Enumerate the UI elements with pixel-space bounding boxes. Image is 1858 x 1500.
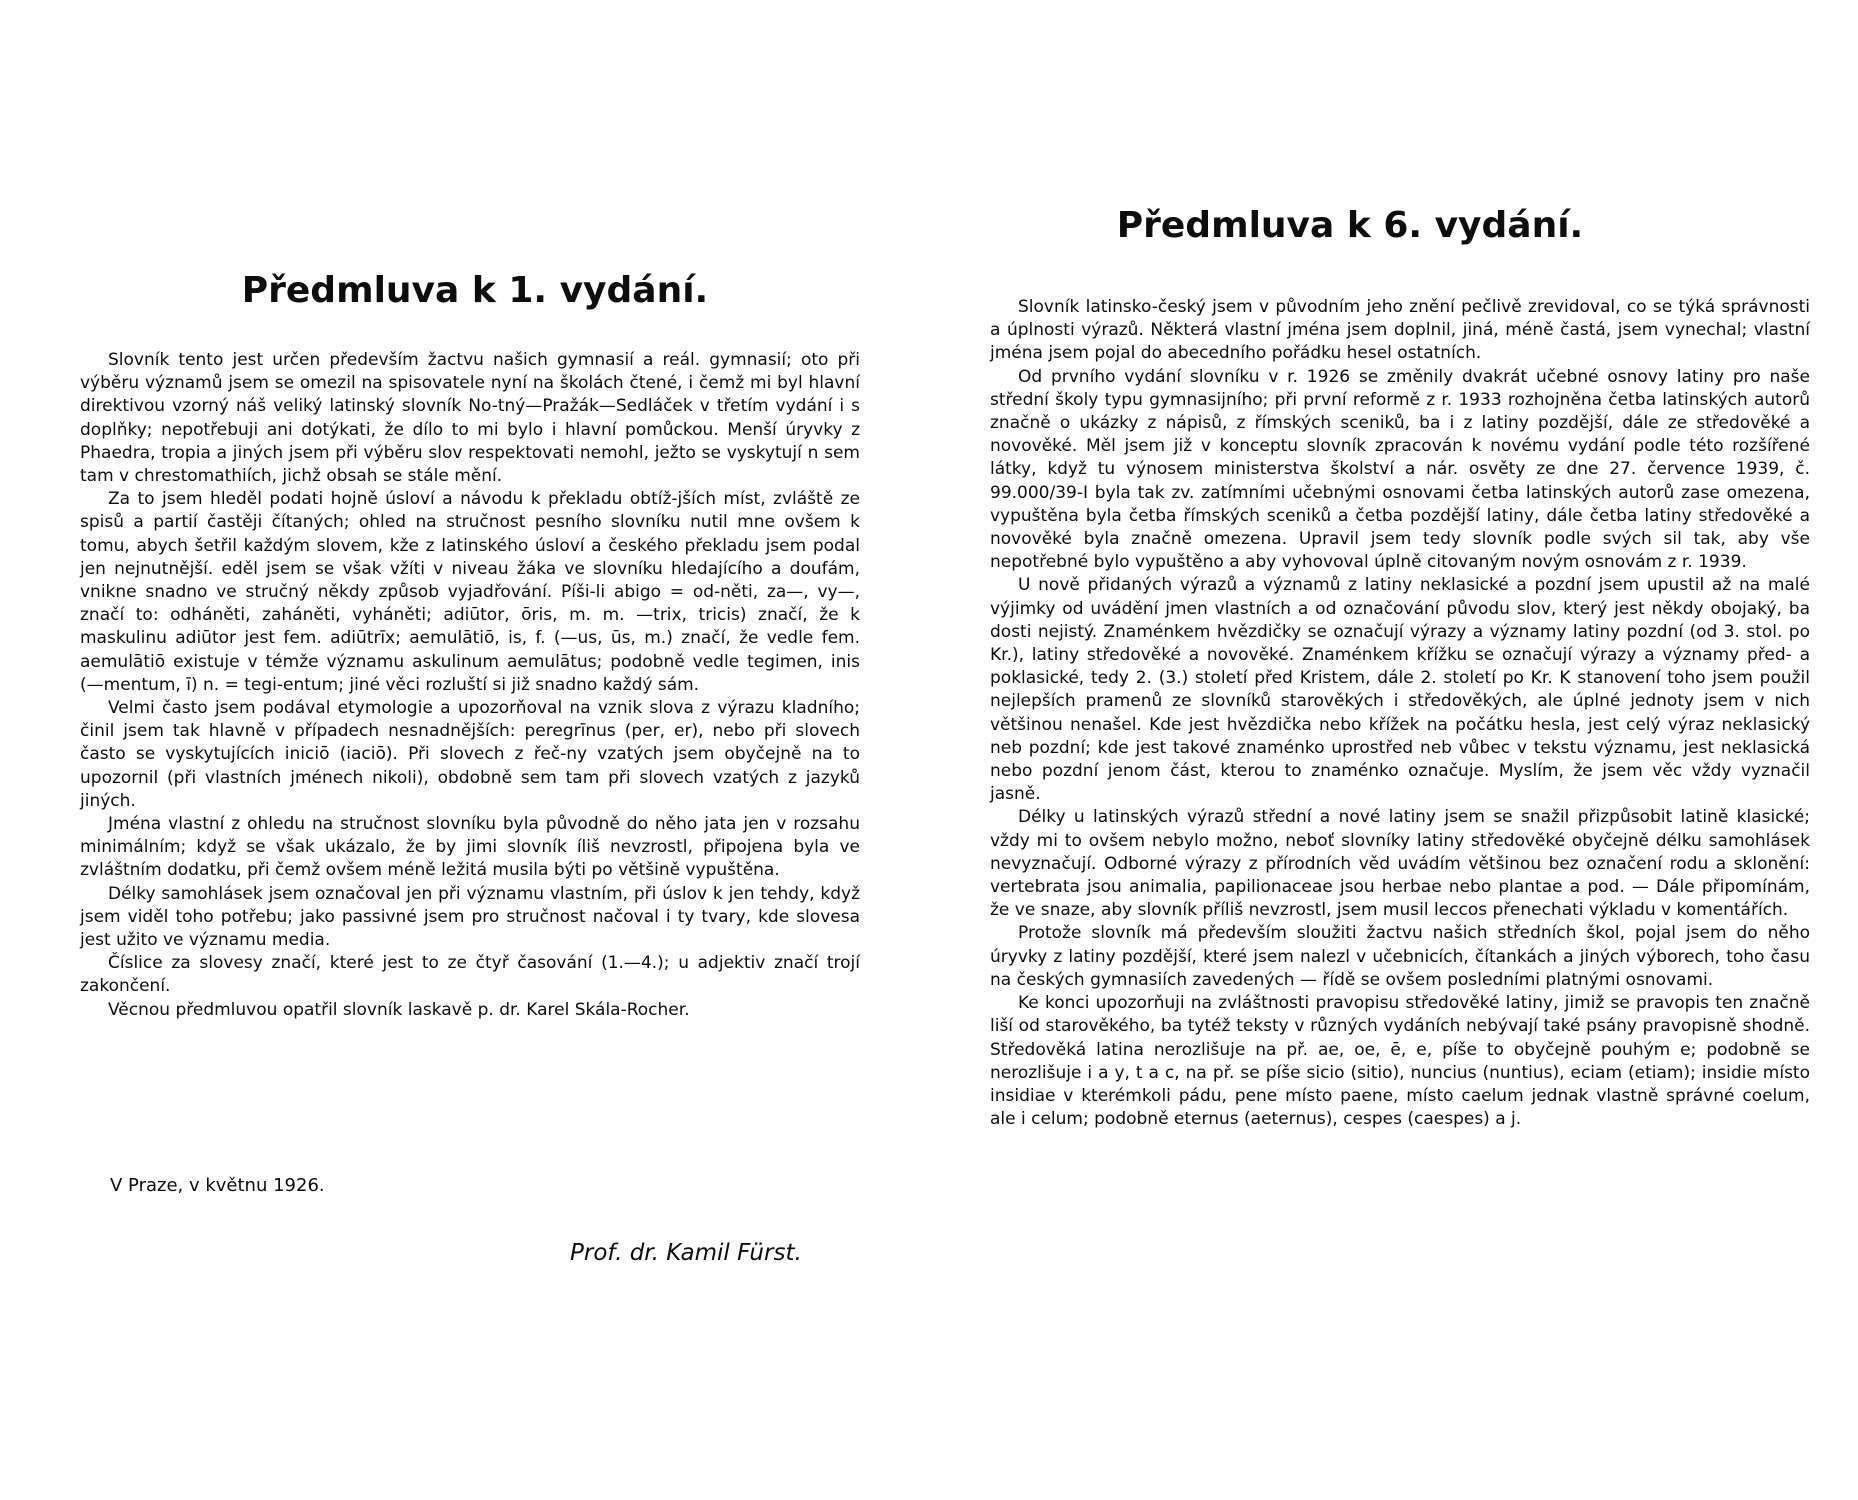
paragraph: Slovník tento jest určen především žactvu našich gymnasií a reál. gymnasií; oto při výběru významů jsem se omezil na spisovatele nyní na školách čtené, i čemž mi byl hlavní direktivou vzorný náš veliký latinský slovník No-tný—Pražák—Sedláček v třetím vydání i s doplňky; nepotřebuji ani dotýkati, že dílo to mi bylo i hlavní pomůckou. Menší úryvky z Phaedra, tropia a jiných jsem při výběru slov respektovati nemohl, ježto se vyskytují n sem tam v chrestomathiích, jichž obsah se stále mění. [80, 350, 860, 487]
paragraph: Délky samohlásek jsem označoval jen při významu vlastním, při úslov k jen tehdy, když jsem viděl toho potřebu; jako passivné jsem pro stručnost načoval i ty tvary, kde slovesa jest užito ve významu media. [80, 883, 860, 951]
preface-first-edition [80, 270, 860, 1022]
preface-first-edition-title: Předmluva k 1. vydání. [241, 270, 709, 311]
paragraph: Slovník latinsko-český jsem v původním jeho znění pečlivě zrevidoval, co se týká správnosti a úplnosti výrazů. Některá vlastní jména jsem doplnil, jiná, méně častá, jsem vynechal; vlastní jména jsem pojal do abecedního pořádku hesel ostatních. [990, 297, 1810, 364]
paragraph: Číslice za slovesy značí, které jest to ze čtyř časování (1.—4.); u adjektiv značí trojí zakončení. [80, 953, 860, 997]
paragraph: Věcnou předmluvou opatřil slovník laskavě p. dr. Karel Skála-Rocher. [108, 999, 690, 1020]
preface-first-edition-body [80, 349, 860, 1022]
paragraph: Za to jsem hleděl podati hojně úsloví a návodu k překladu obtíž-jších míst, zvláště ze spisů a partií častěji čítaných; ohled na stručnost pesního slovníku nutil mne ovšem k tomu, abych šetřil každým slovem, kže z latinského úsloví a českého překladu jsem podal jen nejnutnější. eděl jsem se však vžíti v niveau žáka ve slovníku hledajícího a doufám, vnikne snadno ve stručný někdy způsob vyjadřování. Píši-li abigo = od-něti, za—, vy—, značí to: odháněti, zaháněti, vyháněti; adiūtor, ōris, m. m. —trix, tricis) značí, že k maskulinu adiūtor jest fem. adiūtrīx; aemulātiō, is, f. (—us, ūs, m.) značí, že vedle fem. aemulātiō existuje v témže významu askulinum aemulātus; podobně vedle tegimen, inis (—mentum, ī) n. = tegi-entum; jiné věci rozluští si již snadno každý sám. [80, 489, 860, 695]
paragraph: U nově přidaných výrazů a významů z latiny neklasické a pozdní jsem upustil až na malé výjimky od uvádění jmen vlastních a od označování původu slov, který jest někdy obojaký, ba dosti nejistý. Znaménkem hvězdičky se označují výrazy a významy latiny pozdní (od 3. stol. po Kr.), latiny středověké a novověké. Znaménkem křížku se označují výrazy a významy před- a poklasické, tedy 2. (3.) století před Kristem, dále 2. století po Kr. K stanovení toho jsem použil nejlepších pramenů ze slovníků starověkých i středověkých, ale úplné jednoty jsem v nich většinou nenašel. Kde jest hvězdička nebo křížek na počátku hesla, jest celý výraz neklasický neb pozdní; kde jest takové znaménko uprostřed neb vůbec v tekstu významu, jest neklasická nebo pozdní jenom část, kterou to znaménko označuje. Myslím, že jsem věc vždy vyznačil jasně. [990, 575, 1810, 805]
paragraph: Délky u latinských výrazů střední a nové latiny jsem se snažil přizpůsobit latině klasické; vždy mi to ovšem nebylo možno, neboť slovníky latiny středověké obyčejně délku samohlásek nevyznačují. Odborné výrazy z přírodních věd uvádím většinou bez označení rodu a sklonění: vertebrata jsou animalia, papilionaceae jsou herbae nebo plantae a pod. — Dále připomínám, že ve snaze, aby slovník příliš nevzrostl, jsem musil leccos přenechati výkladu v komentářích. [990, 807, 1810, 921]
paragraph: Jména vlastní z ohledu na stručnost slovníku byla původně do něho jata jen v rozsahu minimálním; když se však ukázalo, že by jimi slovník íliš nevzrostl, připojena byla ve zvláštním dodatku, při čemž ovšem méně ležitá musila býti po většině vypuštěna. [80, 814, 860, 881]
paragraph: Velmi často jsem podával etymologie a upozorňoval na vznik slova z výrazu kladního; činil jsem tak hlavně v případech nesnadnějších: peregrīnus (per, er), nebo při slovech často se vyskytujících iniciō (iaciō). Při slovech z řeč-ny vzatých jsem obyčejně na to upozornil (při vlastních jménech nikoli), obdobně sem tam při slovech vzatých z jazyků jiných. [80, 698, 860, 811]
preface-sixth-edition [990, 205, 1810, 1131]
paragraph: Ke konci upozorňuji na zvláštnosti pravopisu středověké latiny, jimiž se pravopis ten značně liší od starověkého, ba tytéž teksty v různých vydáních nebývají také psány pravopisně shodně. Středověká latina nerozlišuje na př. ae, oe, ē, e, píše to obyčejně pouhým e; podobně se nerozlišuje i a y, t a c, na př. se píše sicio (sitio), nuncius (nuntius), eciam (etiam); insidie místo insidiae v kterémkoli pádu, pene místo paene, místo caelum jednak vlastně správné coelum, ale i celum; podobně eternus (aeternus), cespes (caespes) a j. [990, 993, 1810, 1130]
preface-sixth-edition-body [990, 296, 1810, 1131]
preface-sixth-edition-title: Předmluva k 6. vydání. [1116, 205, 1584, 246]
place-date: V Praze, v květnu 1926. [110, 1175, 325, 1196]
paragraph: Protože slovník má především sloužiti žactvu našich středních škol, pojal jsem do něho úryvky z latiny pozdější, které jsem nalezl v učebnicích, čítankách a jiných výborech, toho času na českých gymnasiích zavedených — řídě se ovšem posledními platnými osnovami. [990, 923, 1810, 990]
author-signature: Prof. dr. Kamil Fürst. [570, 1240, 802, 1266]
paragraph: Od prvního vydání slovníku v r. 1926 se změnily dvakrát učebné osnovy latiny pro naše střední školy typu gymnasijního; při první reformě z r. 1933 rozhojněna četba latinských autorů značně o ukázky z nápisů, z římských sceniků, ba i z latiny pozdější, dále ze středověké a novověké. Měl jsem již v konceptu slovník zpracován k novému vydání podle této rozšířené látky, když tu výnosem ministerstva školství a nár. osvěty ze dne 27. července 1939, č. 99.000/39-I byla tak zv. zatímními učebnými osnovami četba latinských autorů zase omezena, vypuštěna byla četba římských sceniků a četba pozdější latiny, dále četba latiny středověké a novověké byla značně omezena. Upravil jsem tedy slovník podle svých sil tak, aby vše nepotřebné bylo vypuštěno a aby vyhovoval úplně citovaným novým osnovám z r. 1939. [990, 366, 1810, 573]
